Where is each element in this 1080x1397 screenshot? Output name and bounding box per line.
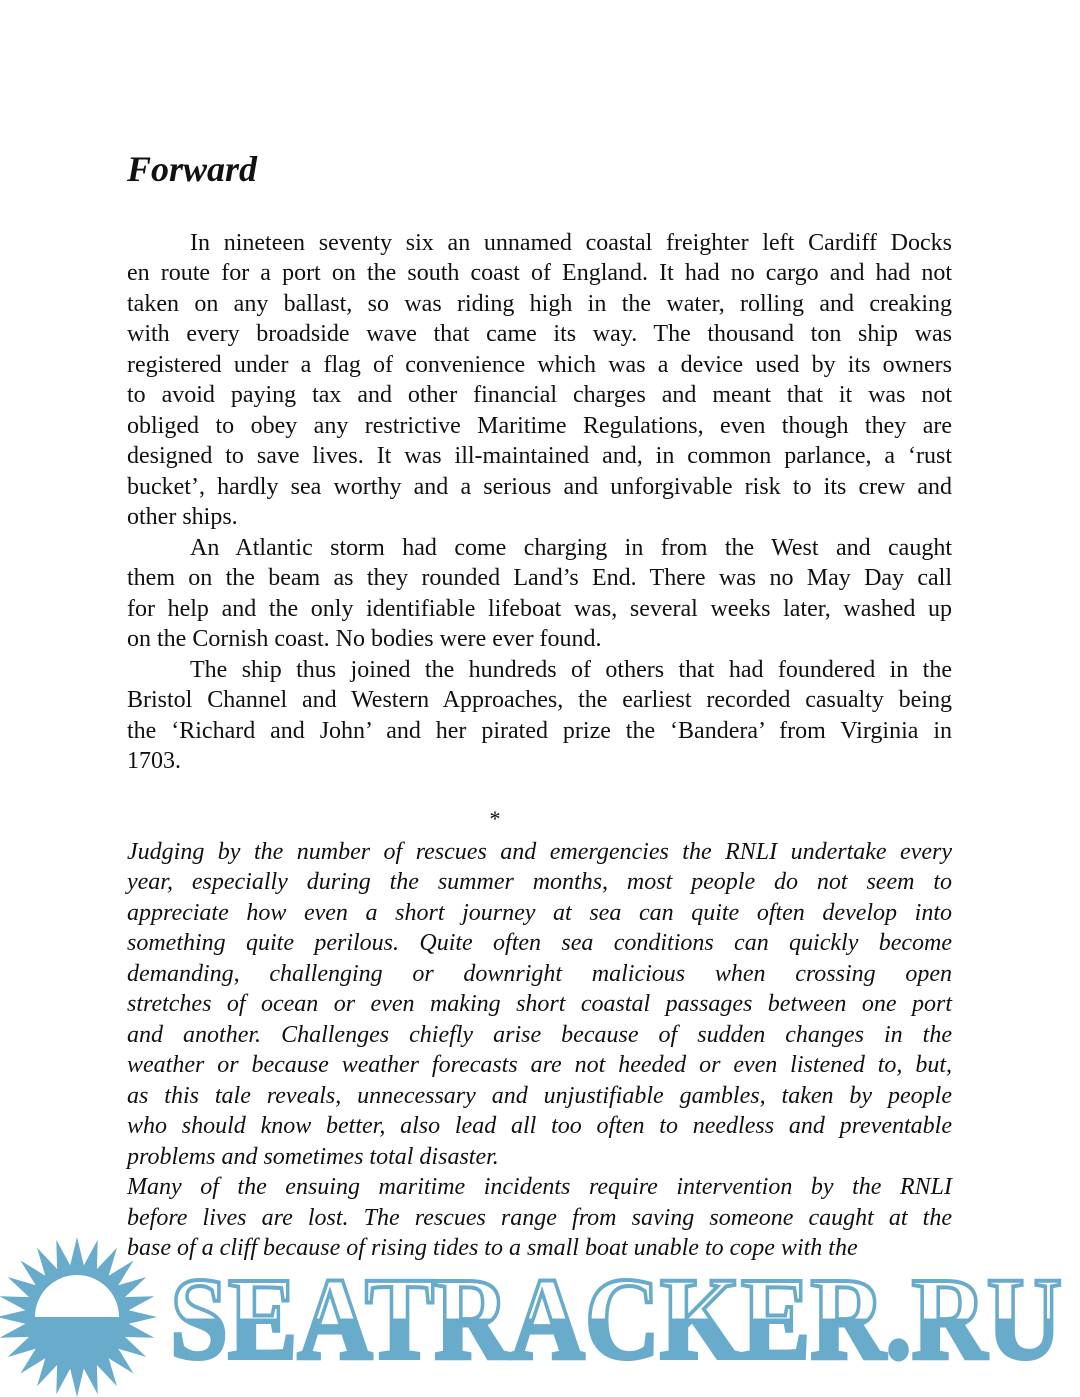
text-line: and another. Challenges chiefly arise because of sudden changes in the	[127, 1021, 952, 1048]
text-line: The ship thus joined the hundreds of others that had foundered in the	[190, 656, 952, 683]
text-line: something quite perilous. Quite often sea conditions can quickly become	[127, 930, 952, 957]
text-line: to avoid paying tax and other financial charges and meant that it was not	[127, 382, 952, 409]
text-line: stretches of ocean or even making short coastal passages between one port	[127, 991, 952, 1018]
italic-preface-text	[127, 837, 952, 1264]
text-line: registered under a flag of convenience which was a device used by its owners	[127, 351, 952, 378]
page-title: Forward	[127, 149, 258, 189]
text-line: for help and the only identifiable lifeboat was, several weeks later, washed up	[127, 595, 952, 622]
text-line: Bristol Channel and Western Approaches, the earliest recorded casualty being	[127, 687, 952, 714]
text-line: who should know better, also lead all too often to needless and preventable	[127, 1113, 952, 1140]
text-line: Many of the ensuing maritime incidents require intervention by the RNLI	[127, 1174, 952, 1201]
text-line: An Atlantic storm had come charging in from the West and caught	[190, 534, 952, 561]
text-line: the ‘Richard and John’ and her pirated prize the ‘Bandera’ from Virginia in	[127, 717, 952, 744]
text-line: 1703.	[127, 747, 181, 774]
body-text	[127, 228, 952, 776]
text-line: problems and sometimes total disaster.	[127, 1143, 499, 1170]
text-line: other ships.	[127, 504, 238, 531]
text-line: bucket’, hardly sea worthy and a serious and unforgivable risk to its crew and	[127, 473, 952, 500]
text-line: en route for a port on the south coast of England. It had no cargo and had not	[127, 260, 952, 287]
text-line: base of a cliff because of rising tides to a small boat unable to cope with the	[127, 1235, 858, 1262]
text-line: with every broadside wave that came its way. The thousand ton ship was	[127, 321, 952, 348]
text-line: weather or because weather forecasts are not heeded or even listened to, but,	[127, 1052, 952, 1079]
sun-icon	[0, 1237, 157, 1397]
text-line: obliged to obey any restrictive Maritime Regulations, even though they are	[127, 412, 952, 439]
text-line: them on the beam as they rounded Land’s End. There was no May Day call	[127, 565, 952, 592]
text-line: Judging by the number of rescues and emergencies the RNLI undertake every	[127, 839, 952, 865]
watermark-text: SEATRACKER.RU	[170, 1253, 1062, 1384]
text-line: year, especially during the summer months, most people do not seem to	[127, 869, 952, 896]
text-line: demanding, challenging or downright malicious when crossing open	[127, 960, 952, 987]
text-line: appreciate how even a short journey at sea can quite often develop into	[127, 899, 952, 926]
text-line: taken on any ballast, so was riding high in the water, rolling and creaking	[127, 290, 952, 317]
text-line: as this tale reveals, unnecessary and unjustifiable gambles, taken by people	[127, 1082, 952, 1109]
seatracker-watermark-logo	[0, 1230, 1080, 1397]
text-line: designed to save lives. It was ill-maintained and, in common parlance, a ‘rust	[127, 443, 952, 470]
text-line: before lives are lost. The rescues range from saving someone caught at the	[127, 1204, 952, 1231]
text-line: on the Cornish coast. No bodies were ever found.	[127, 626, 602, 653]
text-line: In nineteen seventy six an unnamed coastal freighter left Cardiff Docks	[190, 230, 952, 256]
section-separator: *	[489, 806, 501, 831]
